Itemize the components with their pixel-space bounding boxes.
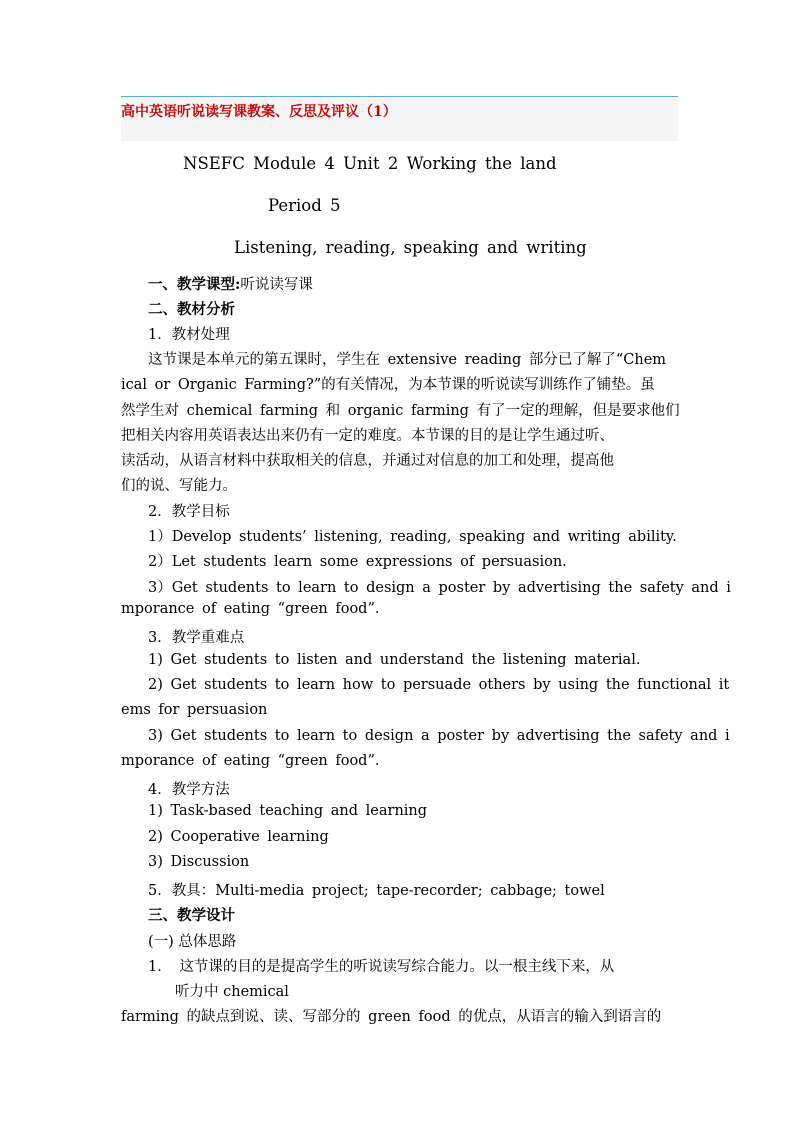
section-teaching-design: 三、教学设计 bbox=[148, 907, 235, 924]
section-lesson-type-label: 一、教学课型: bbox=[148, 276, 241, 293]
subheading-material-handling: 1．教材处理 bbox=[148, 327, 230, 343]
keypoint-line: 1) Get students to listen and understand the listening material. bbox=[148, 652, 641, 668]
subheading-teaching-methods: 4．教学方法 bbox=[148, 782, 230, 798]
goal-line: 1）Develop students’ listening, reading, speaking and writing ability. bbox=[148, 529, 677, 545]
subheading-teaching-aids: 5．教具：Multi-media project; tape-recorder; cabbage; towel bbox=[148, 883, 605, 899]
goal-line: 2）Let students learn some expressions of persuasion. bbox=[148, 554, 567, 570]
period-title: Period 5 bbox=[268, 196, 341, 215]
method-line: 2) Cooperative learning bbox=[148, 829, 329, 845]
keypoint-line: 3) Get students to learn to design a poster by advertising the safety and i bbox=[148, 728, 730, 744]
keypoint-line: mporance of eating “green food”. bbox=[121, 753, 380, 769]
paragraph-line: 这节课是本单元的第五课时，学生在 extensive reading 部分已了解了“Chem bbox=[148, 352, 667, 368]
subheading-teaching-goals: 2．教学目标 bbox=[148, 504, 230, 520]
paragraph-line: ical or Organic Farming?”的有关情况，为本节课的听说读写训练作了铺垫。虽 bbox=[121, 377, 655, 393]
section-lesson-type-value: 听说读写课 bbox=[240, 277, 313, 293]
paragraph-line: 然学生对 chemical farming 和 organic farming 有了一定的理解，但是要求他们 bbox=[121, 403, 680, 419]
overall-line: 1． 这节课的目的是提高学生的听说读写综合能力。以一根主线下来，从 bbox=[148, 959, 615, 975]
keypoint-line: ems for persuasion bbox=[121, 702, 268, 718]
paragraph-line: 们的说、写能力。 bbox=[121, 478, 237, 494]
subheading-key-points: 3．教学重难点 bbox=[148, 630, 245, 646]
document-header-title: 高中英语听说读写课教案、反思及评议（1） bbox=[121, 104, 397, 120]
method-line: 3) Discussion bbox=[148, 854, 250, 870]
section-lesson-type bbox=[148, 273, 313, 294]
overall-line: farming 的缺点到说、读、写部分的 green food 的优点，从语言的输入到语言的 bbox=[121, 1009, 662, 1025]
paragraph-line: 把相关内容用英语表达出来仍有一定的难度。本节课的目的是让学生通过听、 bbox=[121, 428, 614, 444]
goal-line: mporance of eating “green food”. bbox=[121, 601, 380, 617]
method-line: 1) Task-based teaching and learning bbox=[148, 803, 428, 819]
section-material-analysis: 二、教材分析 bbox=[148, 301, 235, 318]
overall-line: 听力中 chemical bbox=[175, 984, 289, 1000]
paragraph-line: 读活动，从语言材料中获取相关的信息，并通过对信息的加工和处理，提高他 bbox=[121, 453, 614, 469]
subheading-overall-approach: (一) 总体思路 bbox=[148, 934, 237, 950]
goal-line: 3）Get students to learn to design a poster by advertising the safety and i bbox=[148, 580, 731, 596]
module-title: NSEFC Module 4 Unit 2 Working the land bbox=[183, 154, 557, 173]
keypoint-line: 2) Get students to learn how to persuade others by using the functional it bbox=[148, 677, 730, 693]
skills-title: Listening, reading, speaking and writing bbox=[234, 238, 587, 257]
